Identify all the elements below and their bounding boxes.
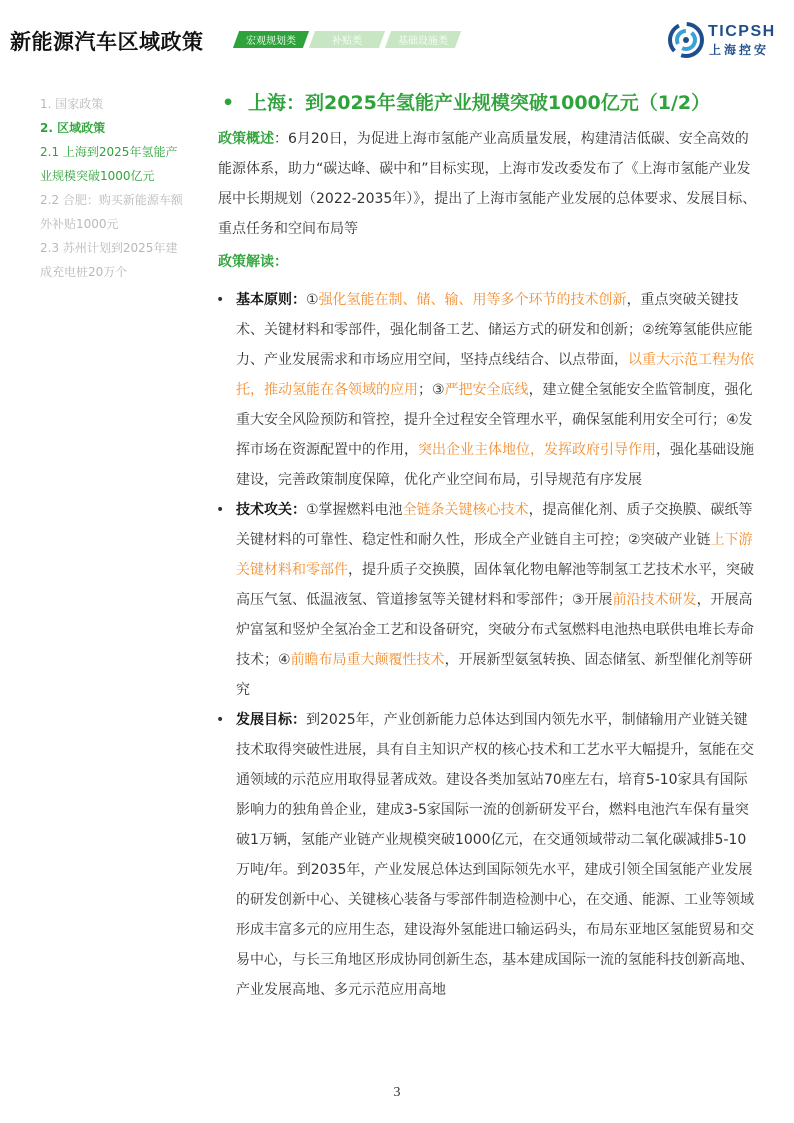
text-segment: ，强化基础设施建设，完善政策制度保障，优化产业空间布局，引导规范有序发展	[236, 442, 754, 488]
logo-text-cn: 上海控安	[709, 43, 770, 57]
page-title: 新能源汽车区域政策	[10, 30, 204, 54]
text-segment: ，提升质子交换膜，固体氧化物电解池等制氢工艺技术水平，突破高压气氢、低温液氢、管道掺氢等关键材料和零部件；③开展	[236, 562, 754, 608]
highlighted-phrase: 以重大示范工程为依托，推动氢能在各领域的应用	[236, 352, 754, 398]
overview-text: ：6月20日，为促进上海市氢能产业高质量发展，构建清洁低碳、安全高效的能源体系，助力“碳达峰、碳中和”目标实现，上海市发改委发布了《上海市氢能产业发展中长期规划（2022-2035年）》，提出了上海市氢能产业发展的总体要求、发展目标、重点任务和空间布局等	[218, 131, 757, 237]
nav-item-hefei-line1[interactable]: 2.2 合肥：购买新能源车额	[40, 193, 183, 207]
overview-label: 政策概述	[218, 131, 274, 147]
nav-item-suzhou-line1[interactable]: 2.3 苏州计划到2025年建	[40, 241, 178, 255]
nav-item-suzhou-line2[interactable]: 成充电桩20万个	[40, 265, 128, 279]
list-item-basic-principles	[218, 285, 758, 495]
category-tabs	[236, 31, 464, 48]
highlighted-phrase: 前瞻布局重大颠覆性技术	[290, 652, 445, 668]
item-text	[236, 712, 754, 998]
interpretation-heading	[218, 247, 758, 277]
text-segment: ；③	[418, 382, 445, 398]
nav-item-national-policy[interactable]: 1. 国家政策	[40, 97, 104, 111]
highlighted-phrase: 严把安全底线	[444, 382, 529, 398]
interpretation-colon: ：	[274, 254, 288, 270]
highlighted-phrase: 全链条关键核心技术	[402, 502, 529, 518]
list-item-tech-breakthrough	[218, 495, 758, 705]
text-segment: ①掌握燃料电池	[306, 502, 403, 518]
list-item-development-goals	[218, 705, 758, 1005]
text-segment: ，开展高炉富氢和竖炉全氢冶金工艺和设备研究，突破分布式氢燃料电池热电联供电堆长寿命技术；④	[236, 592, 754, 668]
highlighted-phrase: 上下游关键材料和零部件	[236, 532, 753, 578]
logo-text-en: TICPSH	[708, 23, 776, 40]
nav-item-shanghai-line2[interactable]: 业规模突破1000亿元	[40, 169, 155, 183]
page-number: 3	[393, 1085, 401, 1100]
title-bullet: •	[222, 92, 235, 114]
interpretation-list	[218, 285, 758, 1005]
item-label: 技术攻关：	[236, 502, 306, 518]
company-logo	[668, 20, 788, 60]
policy-overview	[218, 124, 758, 244]
item-text	[236, 292, 754, 488]
section-nav	[40, 92, 200, 284]
nav-item-regional-policy[interactable]: 2. 区域政策	[40, 121, 106, 135]
list-bullet: •	[216, 712, 225, 728]
text-segment: ，重点突破关键技术、关键材料和零部件，强化制备工艺、储运方式的研发和创新；②统筹氢能供应能力、产业发展需求和市场应用空间，坚持点线结合、以点带面，	[236, 292, 753, 368]
tab-macro-planning[interactable]: 宏观规划类	[233, 31, 309, 48]
list-bullet: •	[216, 292, 225, 308]
text-segment: 到2025年，产业创新能力总体达到国内领先水平，制储输用产业链关键技术取得突破性进展，具有自主知识产权的核心技术和工艺水平大幅提升，氢能在交通领域的示范应用取得显著成效。建设各类加氢站70座左右，培育5-10家具有国际影响力的独角兽企业，建成3-5家国际一流的创新研发平台，燃料电池汽车保有量突破1万辆，氢能产业链产业规模突破1000亿元，在交通领域带动二氧化碳减排5-10万吨/年。到2035年，产业发展总体达到国际领先水平，建成引领全国氢能产业发展的研发创新中心、关键核心装备与零部件制造检测中心，在交通、能源、工业等领域形成丰富多元的应用生态，建设海外氢能进口输运码头，布局东亚地区氢能贸易和交易中心，与长三角地区形成协同创新生态，基本建成国际一流的氢能科技创新高地、产业发展高地、多元示范应用高地	[236, 712, 754, 998]
nav-item-hefei-line2[interactable]: 外补贴1000元	[40, 217, 119, 231]
logo-swirl-icon	[668, 22, 704, 58]
section-title-text: 上海：到2025年氢能产业规模突破1000亿元（1/2）	[248, 92, 711, 114]
nav-item-shanghai-line1[interactable]: 2.1 上海到2025年氢能产	[40, 145, 178, 159]
highlighted-phrase: 前沿技术研发	[612, 592, 697, 608]
tab-infrastructure[interactable]: 基础设施类	[385, 31, 461, 48]
section-title	[218, 86, 758, 120]
item-label: 发展目标：	[236, 712, 306, 728]
text-segment: ，开展新型氨氢转换、固态储氢、新型催化剂等研究	[236, 652, 753, 698]
list-bullet: •	[216, 502, 225, 518]
highlighted-phrase: 强化氢能在制、储、输、用等多个环节的技术创新	[318, 292, 627, 308]
page-header	[0, 0, 794, 76]
highlighted-phrase: 突出企业主体地位，发挥政府引导作用	[418, 442, 656, 458]
text-segment: ，提高催化剂、质子交换膜、碳纸等关键材料的可靠性、稳定性和耐久性，形成全产业链自主可控；②突破产业链	[236, 502, 753, 548]
main-content	[218, 86, 758, 1005]
interpretation-label: 政策解读	[218, 254, 274, 270]
text-segment: ①	[306, 292, 319, 308]
item-text	[236, 502, 754, 698]
text-segment: ，建立健全氢能安全监管制度，强化重大安全风险预防和管控，提升全过程安全管理水平，确保氢能利用安全可行；④发挥市场在资源配置中的作用，	[236, 382, 753, 458]
item-label: 基本原则：	[236, 292, 306, 308]
tab-subsidy[interactable]: 补贴类	[309, 31, 385, 48]
